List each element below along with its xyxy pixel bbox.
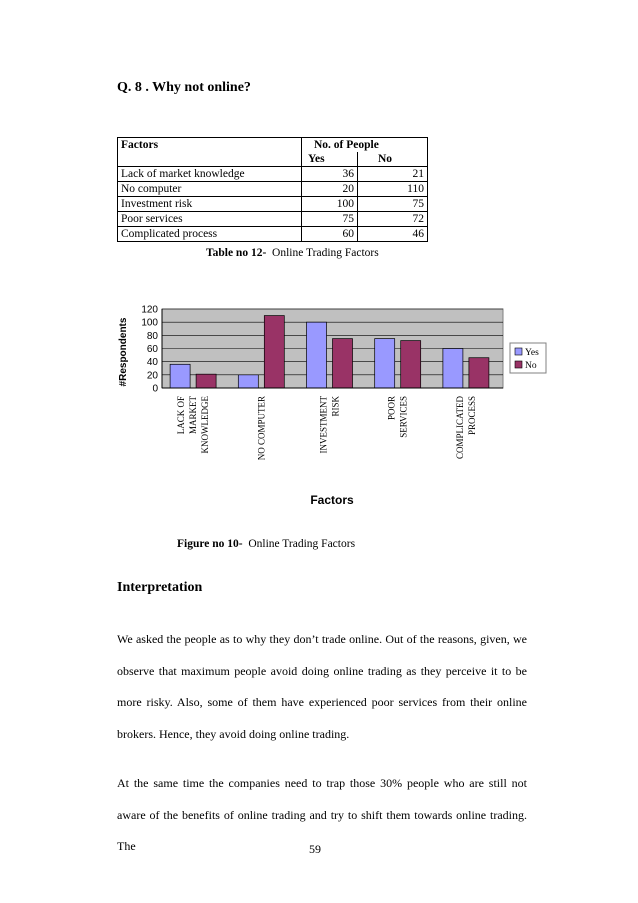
question-heading: Q. 8 . Why not online?	[117, 80, 251, 95]
figure-caption-label: Figure no 10-	[177, 538, 243, 550]
page-number: 59	[309, 842, 321, 856]
bar-no	[333, 339, 353, 388]
legend-swatch-yes	[515, 348, 522, 355]
y-tick-label: 120	[141, 304, 158, 316]
interpretation-paragraph-2: At the same time the companies need to trap those 30% people who are still not aware of the benefits of online trading and try to shift them towards online trading. The	[117, 776, 527, 854]
y-tick-label: 0	[152, 383, 158, 395]
row-yes: 36	[302, 167, 358, 182]
legend-label-no: No	[525, 361, 537, 371]
table-caption-text: Online Trading Factors	[272, 247, 379, 259]
interpretation-heading: Interpretation	[117, 580, 203, 595]
x-tick-label: LACK OF MARKET KNOWLEDGE	[176, 396, 211, 454]
bar-yes	[375, 339, 395, 388]
row-no: 75	[358, 197, 428, 212]
table-row	[118, 167, 428, 182]
legend-swatch-no	[515, 361, 522, 368]
row-factor: Lack of market knowledge	[118, 167, 302, 182]
bar-no	[264, 316, 284, 388]
bar-yes	[238, 375, 258, 388]
row-no: 46	[358, 227, 428, 242]
header-yes: Yes	[302, 152, 358, 167]
row-yes: 60	[302, 227, 358, 242]
row-factor: Poor services	[118, 212, 302, 227]
row-yes: 75	[302, 212, 358, 227]
bar-yes	[170, 364, 190, 388]
x-axis-label: Factors	[310, 493, 354, 507]
y-tick-label: 100	[141, 317, 158, 329]
row-yes: 100	[302, 197, 358, 212]
row-factor: Investment risk	[118, 197, 302, 212]
figure-caption-text: Online Trading Factors	[248, 538, 356, 550]
interpretation-paragraph-1: We asked the people as to why they don’t trade online. Out of the reasons, given, we observe that maximum people avoid doing online trading as they perceive it to be more risky. Also, some of them have experienced poor services from their online brokers. Hence, they avoid doing online trading.	[117, 632, 527, 741]
table-caption	[206, 247, 379, 259]
factors-table	[117, 137, 428, 242]
factors-bar-chart	[110, 297, 560, 512]
y-tick-label: 20	[146, 370, 158, 382]
bar-yes	[443, 349, 463, 389]
x-tick-label: NO COMPUTER	[256, 396, 267, 461]
table-row	[118, 212, 428, 227]
y-tick-label: 60	[146, 344, 158, 355]
row-factor: No computer	[118, 182, 302, 197]
header-factors: Factors	[118, 138, 302, 153]
legend-label-yes: Yes	[525, 348, 539, 358]
bar-no	[401, 341, 421, 388]
table-row	[118, 182, 428, 197]
table-caption-label: Table no 12-	[206, 247, 267, 259]
row-no: 21	[358, 167, 428, 182]
header-no: No	[358, 152, 428, 167]
x-tick-label: COMPLICATED PROCESS	[454, 396, 477, 460]
row-no: 72	[358, 212, 428, 227]
table-row	[118, 227, 428, 242]
row-no: 110	[358, 182, 428, 197]
header-people: No. of People	[302, 138, 428, 153]
x-tick-label: INVESTMENT RISK	[318, 396, 341, 454]
y-tick-label: 40	[146, 357, 158, 369]
table-header-row	[118, 138, 428, 153]
table-row	[118, 197, 428, 212]
bar-yes	[307, 322, 327, 388]
row-yes: 20	[302, 182, 358, 197]
y-axis-label: #Respondents	[118, 317, 129, 387]
bar-no	[196, 374, 216, 388]
figure-caption	[177, 538, 355, 550]
bar-no	[469, 358, 489, 388]
x-tick-label: POOR SERVICES	[386, 396, 409, 438]
row-factor: Complicated process	[118, 227, 302, 242]
table-subheader-row	[118, 152, 428, 167]
y-tick-label: 80	[146, 330, 158, 342]
